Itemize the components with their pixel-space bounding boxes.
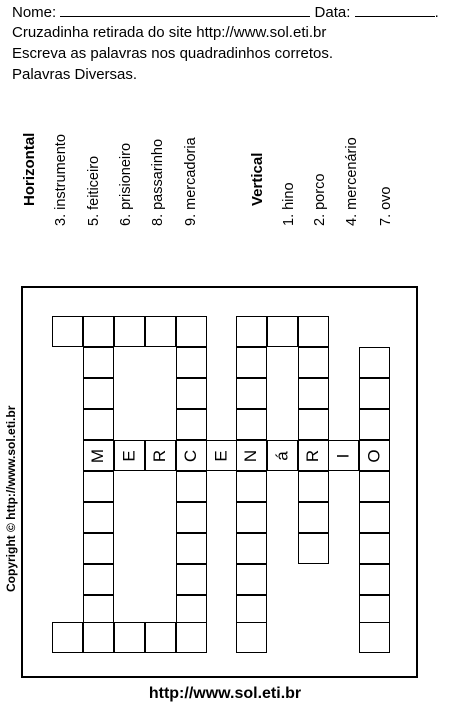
given-letter — [267, 440, 298, 471]
vertical-clue: 7. ovo — [378, 186, 394, 226]
grid-cell[interactable] — [236, 316, 267, 347]
copyright-text: Copyright © http://www.sol.eti.br — [4, 405, 18, 592]
given-letter — [145, 440, 176, 471]
grid-cell[interactable] — [83, 471, 114, 502]
grid-cell[interactable] — [298, 471, 329, 502]
grid-cell[interactable] — [83, 378, 114, 409]
grid-cell[interactable] — [176, 502, 207, 533]
grid-cell[interactable] — [176, 622, 207, 653]
given-letter-text: E — [211, 449, 231, 462]
given-letter-text: O — [364, 448, 384, 463]
vertical-title: Vertical — [249, 152, 266, 206]
grid-cell[interactable] — [83, 564, 114, 595]
given-letter — [359, 440, 390, 471]
grid-cell[interactable] — [83, 622, 114, 653]
header-line-1: Cruzadinha retirada do site http://www.sol.eti.br — [12, 24, 327, 41]
grid-cell[interactable] — [359, 564, 390, 595]
date-field[interactable] — [355, 2, 435, 17]
grid-cell[interactable] — [114, 316, 145, 347]
grid-cell[interactable] — [236, 564, 267, 595]
grid-cell[interactable] — [176, 409, 207, 440]
grid-cell[interactable] — [145, 622, 176, 653]
grid-cell[interactable] — [298, 409, 329, 440]
grid-cell[interactable] — [176, 533, 207, 564]
horizontal-clue: 8. passarinho — [150, 138, 166, 226]
name-field[interactable] — [60, 2, 310, 17]
horizontal-clue: 3. instrumento — [53, 134, 69, 226]
given-letter — [298, 440, 329, 471]
given-letter — [236, 440, 267, 471]
vertical-clue: 1. hino — [281, 182, 297, 226]
given-letter — [206, 440, 237, 471]
date-label: Data: — [314, 4, 351, 21]
grid-cell[interactable] — [359, 622, 390, 653]
header-line-3: Palavras Diversas. — [12, 66, 138, 83]
given-letter — [176, 440, 207, 471]
grid-cell[interactable] — [267, 316, 298, 347]
grid-cell[interactable] — [298, 378, 329, 409]
grid-cell[interactable] — [52, 622, 83, 653]
name-date-line — [12, 2, 439, 22]
grid-cell[interactable] — [176, 564, 207, 595]
grid-cell[interactable] — [298, 316, 329, 347]
grid-cell[interactable] — [298, 533, 329, 564]
given-letter-text: R — [150, 449, 170, 462]
grid-cell[interactable] — [236, 471, 267, 502]
grid-cell[interactable] — [298, 347, 329, 378]
grid-cell[interactable] — [83, 409, 114, 440]
grid-cell[interactable] — [52, 316, 83, 347]
grid-cell[interactable] — [359, 409, 390, 440]
grid-cell[interactable] — [145, 316, 176, 347]
grid-cell[interactable] — [359, 533, 390, 564]
date-end: . — [434, 4, 439, 21]
grid-cell[interactable] — [176, 316, 207, 347]
horizontal-clue: 9. mercadoria — [183, 137, 199, 226]
grid-cell[interactable] — [298, 502, 329, 533]
grid-cell[interactable] — [83, 502, 114, 533]
grid-cell[interactable] — [236, 502, 267, 533]
given-letter-text: C — [181, 449, 201, 462]
given-letter-text: I — [333, 453, 353, 458]
header-line-2: Escreva as palavras nos quadradinhos corretos. — [12, 45, 334, 62]
given-letter-text: R — [303, 449, 323, 462]
grid-cell[interactable] — [83, 316, 114, 347]
grid-cell[interactable] — [176, 347, 207, 378]
given-letter — [328, 440, 359, 471]
given-letter-text: á — [272, 450, 292, 461]
vertical-clue: 4. mercenário — [344, 137, 360, 226]
grid-cell[interactable] — [236, 347, 267, 378]
horizontal-clue: 5. feiticeiro — [86, 155, 102, 226]
grid-cell[interactable] — [83, 533, 114, 564]
horizontal-clue: 6. prisioneiro — [118, 142, 134, 226]
grid-cell[interactable] — [114, 622, 145, 653]
given-letter-text: E — [119, 449, 139, 462]
grid-cell[interactable] — [236, 533, 267, 564]
grid-cell[interactable] — [359, 378, 390, 409]
grid-cell[interactable] — [236, 622, 267, 653]
grid-cell[interactable] — [359, 502, 390, 533]
grid-cell[interactable] — [83, 347, 114, 378]
grid-cell[interactable] — [176, 471, 207, 502]
vertical-clue: 2. porco — [312, 173, 328, 226]
given-letter — [83, 440, 114, 471]
name-label: Nome: — [12, 4, 57, 21]
given-letter-text: N — [241, 449, 261, 462]
given-letter — [114, 440, 145, 471]
footer-url: http://www.sol.eti.br — [148, 685, 302, 702]
grid-cell[interactable] — [236, 409, 267, 440]
given-letter-text: M — [88, 448, 108, 463]
grid-cell[interactable] — [359, 347, 390, 378]
horizontal-title: Horizontal — [21, 132, 38, 206]
grid-cell[interactable] — [359, 471, 390, 502]
grid-cell[interactable] — [236, 378, 267, 409]
grid-cell[interactable] — [176, 378, 207, 409]
